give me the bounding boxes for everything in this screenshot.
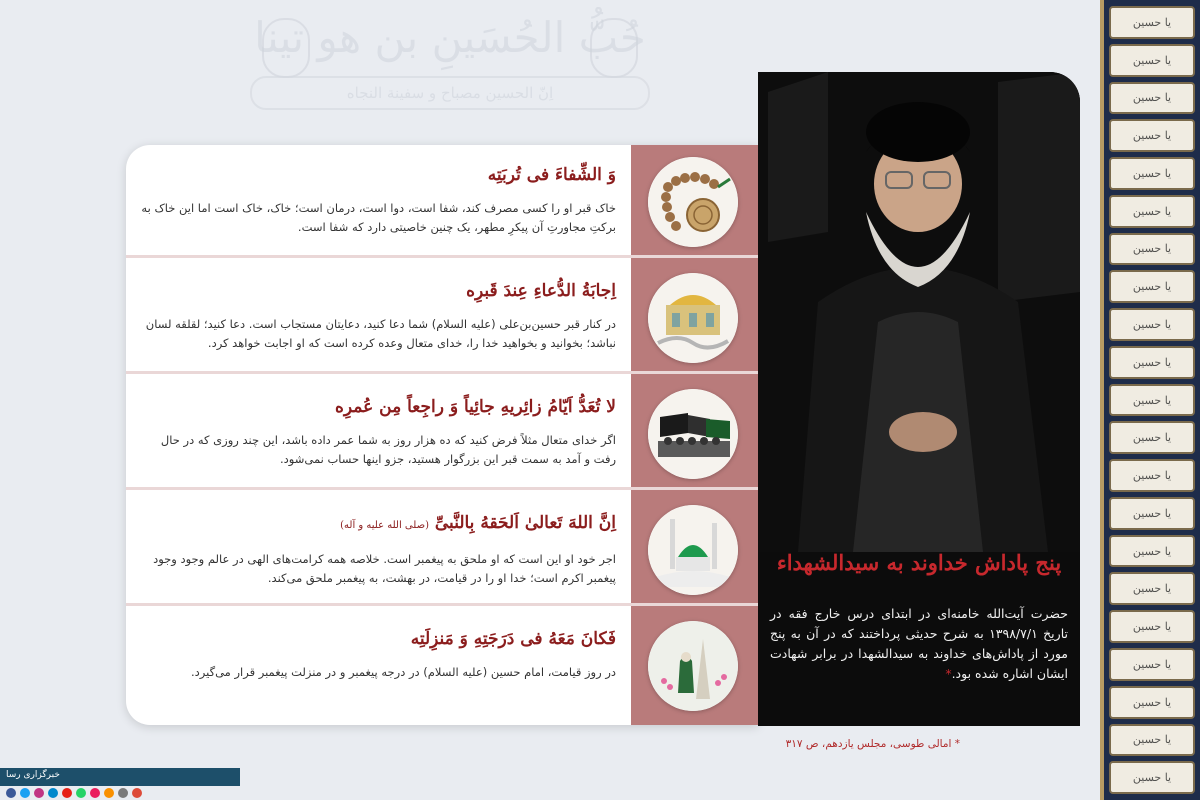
aparat-icon[interactable] [90, 788, 100, 798]
youtube-icon[interactable] [62, 788, 72, 798]
calligraphy-panel-text: یا حسین [1132, 166, 1172, 180]
source-note: * امالی طوسی، مجلس یازدهم، ص ۳۱۷ [785, 738, 960, 750]
calligraphy-panel [1109, 82, 1195, 115]
reward-title: اِنَّ اللهَ تَعالیٰ اَلحَقهُ بِالنَّبیِّ (صلی الله علیه و آله) [340, 513, 616, 533]
calligraphy-panel-text: یا حسین [1132, 620, 1172, 634]
calligraphy-panel-text: یا حسین [1132, 53, 1172, 67]
social-icons [6, 788, 142, 798]
twitter-icon[interactable] [20, 788, 30, 798]
calligraphy-panel-text: یا حسین [1132, 318, 1172, 331]
reward-body: در کنار قبر حسین‌بن‌علی (علیه السلام) شما دعا کنید، دعایتان مستجاب است. دعا کنید؛ لقلقه لسان نباشد؛ بخوانید و بخواهید خدا را، خدای متعال وعده کرده است که او اجابت خواهد کرد. [145, 317, 616, 350]
leader-portrait-image [758, 72, 1080, 552]
google-icon[interactable] [132, 788, 142, 798]
rss-icon[interactable] [104, 788, 114, 798]
facebook-icon[interactable] [6, 788, 16, 798]
calligraphy-panel-text: یا حسین [1132, 657, 1172, 671]
calligraphy-panel-text: یا حسین [1132, 469, 1172, 483]
reward-title: فَکانَ مَعَهُ فی دَرَجَتِهِ وَ مَنزِلَتِه [410, 629, 616, 649]
calligraphy-panel [1109, 270, 1195, 303]
calligraphy-line-2: اِنّ الحسین مصباح و سفینة النجاه [250, 76, 650, 110]
reward-row-3 [126, 377, 758, 490]
header-calligraphy [240, 6, 660, 136]
calligraphy-panel [1109, 6, 1195, 39]
calligraphy-panel-text: یا حسین [1132, 582, 1172, 596]
calligraphy-panel [1109, 421, 1195, 454]
instagram-icon[interactable] [34, 788, 44, 798]
calligraphy-panel [1109, 346, 1195, 379]
calligraphy-panel [1109, 535, 1195, 568]
calligraphy-panel-text: یا حسین [1132, 280, 1172, 294]
footnote-marker: * [945, 666, 952, 681]
calligraphy-panel [1109, 44, 1195, 77]
reward-title: اِجابَةُ الدُّعاءِ عِندَ قَبرِه [466, 281, 616, 301]
reward-row-5 [126, 609, 758, 722]
calligraphy-panel [1109, 761, 1195, 794]
whatsapp-icon[interactable] [76, 788, 86, 798]
reward-row-4 [126, 493, 758, 606]
calligraphy-panel [1109, 195, 1195, 228]
calligraphy-panel [1109, 459, 1195, 492]
reward-body: اگر خدای متعال مثلاً فرض کنید که ده هزار روز به شما عمر داده باشد، این چند روزی که در حال رفت و آمد به سمت قبر این بزرگوار هستید، جزو اینها حساب نمی‌شود. [160, 433, 616, 466]
calligraphy-panel-text: یا حسین [1132, 771, 1172, 785]
calligraphy-panel-text: یا حسین [1132, 733, 1172, 747]
portrait-title: پنج پاداش خداوند به سیدالشهداء [776, 550, 1062, 575]
calligraphy-panel-text: یا حسین [1132, 15, 1172, 29]
calligraphy-panel [1109, 724, 1195, 757]
calligraphy-panel-text: یا حسین [1132, 129, 1172, 143]
calligraphy-panel [1109, 384, 1195, 417]
reward-row-2 [126, 261, 758, 374]
agency-label: خبرگزاری رسا [6, 770, 60, 780]
calligraphy-panel-text: یا حسین [1132, 544, 1172, 558]
calligraphy-panel [1109, 610, 1195, 643]
prophet-mosque-icon [648, 505, 738, 595]
pilgrims-flags-icon [648, 389, 738, 479]
calligraphy-panel [1109, 572, 1195, 605]
paradise-stairs-icon [648, 621, 738, 711]
decorative-calligraphy-strip [1100, 0, 1200, 800]
telegram-icon[interactable] [48, 788, 58, 798]
portrait-panel [758, 72, 1080, 726]
prayer-beads-icon [648, 157, 738, 247]
calligraphy-panel [1109, 308, 1195, 341]
calligraphy-panel-text: یا حسین [1132, 91, 1172, 105]
calligraphy-panel-text: یا حسین [1132, 204, 1172, 218]
calligraphy-panel [1109, 233, 1195, 266]
calligraphy-panel-text: یا حسین [1132, 393, 1172, 407]
reward-title: وَ الشِّفاءَ فی تُربَتِه [487, 165, 616, 185]
calligraphy-panel-text: یا حسین [1132, 506, 1172, 520]
shrine-icon [648, 273, 738, 363]
calligraphy-panel [1109, 648, 1195, 681]
reward-body: در روز قیامت، امام حسین (علیه السلام) در درجه پیغمبر و در منزلت پیغمبر قرار می‌گیرد. [191, 665, 616, 679]
calligraphy-panel [1109, 686, 1195, 719]
email-icon[interactable] [118, 788, 128, 798]
honorific: (صلی الله علیه و آله) [340, 520, 429, 531]
portrait-description: حضرت آیت‌الله خامنه‌ای در ابتدای درس خارج فقه در تاریخ ۱۳۹۸/۷/۱ به شرح حدیثی پرداختند که در آن به پنج مورد از پاداش‌های خداوند به سیدالشهدا در برابر شهادت ایشان اشاره شده بود.* [770, 606, 1068, 681]
reward-title: لا تُعَدُّ اَیّامُ زائِریهِ جائِیاً وَ راجِعاً مِن عُمرِه [334, 397, 616, 417]
reward-row-1 [126, 145, 758, 258]
calligraphy-panel-text: یا حسین [1132, 431, 1172, 445]
calligraphy-panel [1109, 497, 1195, 530]
calligraphy-panel [1109, 157, 1195, 190]
calligraphy-panel-text: یا حسین [1132, 355, 1172, 369]
reward-body: اجر خود او این است که او ملحق به پیغمبر است. خلاصه همه کرامت‌های الهی در عالم وجود وجود پیغمبر اکرم است؛ خدا او را در قیامت، در بهشت، به پیغمبر ملحق می‌کند. [153, 552, 616, 585]
rewards-card [126, 145, 758, 725]
calligraphy-line-1: حُبُّ الحُسَینِ بن هو تینا [254, 13, 646, 62]
calligraphy-panel-text: یا حسین [1132, 695, 1172, 709]
calligraphy-panel [1109, 119, 1195, 152]
calligraphy-panel-text: یا حسین [1132, 242, 1172, 256]
reward-body: خاک قبر او را کسی مصرف کند، شفا است، دوا است، درمان است؛ خاک، خاک است اما این خاک به برکتِ مجاورتِ آن پیکرِ مطهر، یک چنین خاصیتی دارد که شفا است. [141, 201, 616, 234]
